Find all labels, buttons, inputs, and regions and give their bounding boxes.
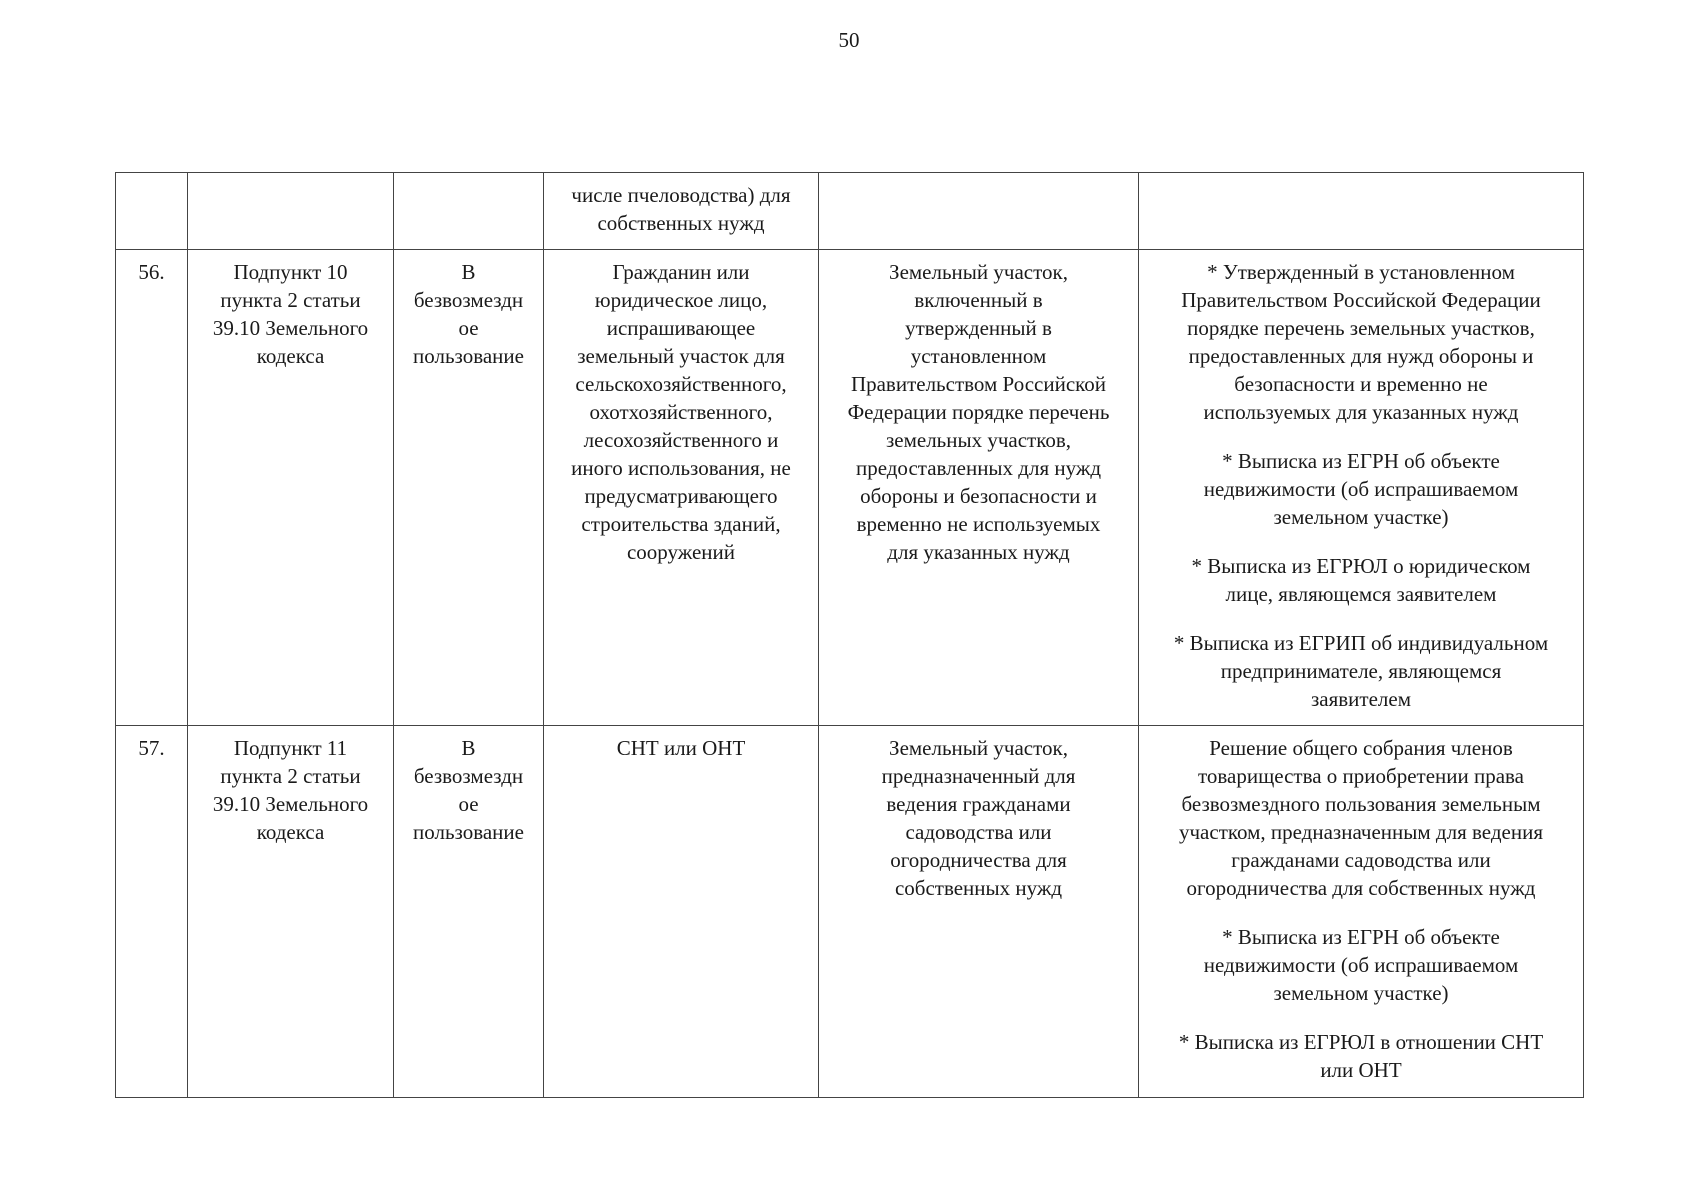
document-item: [1145, 629, 1577, 713]
row-number: 57.: [138, 736, 165, 760]
cell-line: земельном участке): [1273, 981, 1449, 1005]
cell-line: предусматривающего: [584, 484, 778, 508]
cell-applicant: [544, 250, 819, 726]
cell-line: 39.10 Земельного: [212, 316, 369, 340]
cell-number: [116, 173, 188, 250]
cell-line: участком, предназначенным для ведения: [1178, 820, 1543, 844]
cell-line: Гражданин или: [612, 260, 750, 284]
cell-legal-basis: [188, 173, 394, 250]
cell-line: обороны и безопасности и: [860, 484, 1097, 508]
cell-line: предоставленных для нужд обороны и: [1188, 344, 1534, 368]
cell-line: собственных нужд: [597, 211, 765, 235]
cell-line: строительства зданий,: [581, 512, 781, 536]
cell-line: земельном участке): [1273, 505, 1449, 529]
page-number: 50: [838, 28, 860, 52]
cell-line: Правительством Российской Федерации: [1181, 288, 1541, 312]
cell-line: собственных нужд: [894, 876, 1063, 900]
cell-legal-basis: [188, 250, 394, 726]
cell-line: или ОНТ: [1320, 1058, 1402, 1082]
cell-line: числе пчеловодства) для: [571, 183, 791, 207]
cell-line: испрашивающее: [606, 316, 756, 340]
cell-right-type: [394, 726, 544, 1098]
cell-line: безвозмездного пользования земельным: [1181, 792, 1541, 816]
cell-line: В: [461, 260, 476, 284]
cell-line: используемых для указанных нужд: [1203, 400, 1519, 424]
cell-legal-basis: [188, 726, 394, 1098]
cell-line: Подпункт 11: [233, 736, 348, 760]
cell-documents: [1139, 173, 1584, 250]
cell-line: товарищества о приобретении права: [1197, 764, 1525, 788]
cell-land-plot: [819, 726, 1139, 1098]
cell-line: безвозмездн: [413, 288, 524, 312]
cell-line: недвижимости (об испрашиваемом: [1203, 953, 1519, 977]
document-item: [1145, 1028, 1577, 1084]
cell-line: ведения гражданами: [886, 792, 1071, 816]
cell-line: предпринимателе, являющемся: [1220, 659, 1502, 683]
cell-line: * Выписка из ЕГРН об объекте: [1222, 925, 1500, 949]
cell-land-plot: [819, 173, 1139, 250]
cell-line: лице, являющемся заявителем: [1225, 582, 1497, 606]
cell-right-type: [394, 250, 544, 726]
document-item: [1145, 923, 1577, 1007]
table-row: [116, 173, 1584, 250]
cell-line: предоставленных для нужд: [855, 456, 1102, 480]
cell-line: * Выписка из ЕГРН об объекте: [1222, 449, 1500, 473]
cell-line: Правительством Российской: [850, 372, 1107, 396]
cell-land-plot: [819, 250, 1139, 726]
cell-line: временно не используемых: [856, 512, 1101, 536]
cell-documents: [1139, 726, 1584, 1098]
cell-line: установленном: [910, 344, 1047, 368]
cell-line: кодекса: [256, 820, 325, 844]
document-item: [1145, 447, 1577, 531]
cell-line: пункта 2 статьи: [220, 288, 361, 312]
row-number: 56.: [138, 260, 165, 284]
table-row: [116, 726, 1584, 1098]
requirements-table: [115, 172, 1584, 1098]
cell-line: садоводства или: [905, 820, 1052, 844]
cell-number: [116, 726, 188, 1098]
table-row: [116, 250, 1584, 726]
cell-right-type: [394, 173, 544, 250]
cell-line: Подпункт 10: [233, 260, 348, 284]
cell-line: недвижимости (об испрашиваемом: [1203, 477, 1519, 501]
cell-line: земельных участков,: [885, 428, 1072, 452]
cell-line: сельскохозяйственного,: [575, 372, 787, 396]
cell-applicant: [544, 173, 819, 250]
cell-line: охотхозяйственного,: [589, 400, 773, 424]
table-body: [116, 173, 1584, 1098]
cell-line: СНТ или ОНТ: [616, 736, 746, 760]
cell-number: [116, 250, 188, 726]
cell-line: гражданами садоводства или: [1231, 848, 1491, 872]
cell-line: Земельный участок,: [889, 736, 1068, 760]
cell-line: для указанных нужд: [887, 540, 1070, 564]
cell-line: кодекса: [256, 344, 325, 368]
document-item: [1145, 734, 1577, 902]
cell-line: огородничества для: [890, 848, 1067, 872]
cell-line: 39.10 Земельного: [212, 792, 369, 816]
cell-line: пункта 2 статьи: [220, 764, 361, 788]
cell-line: ое: [458, 316, 479, 340]
cell-line: утвержденный в: [905, 316, 1052, 340]
cell-line: В: [461, 736, 476, 760]
cell-line: огородничества для собственных нужд: [1186, 876, 1536, 900]
cell-line: безопасности и временно не: [1234, 372, 1488, 396]
cell-line: * Выписка из ЕГРИП об индивидуальном: [1173, 631, 1549, 655]
cell-applicant: [544, 726, 819, 1098]
cell-line: Земельный участок,: [889, 260, 1068, 284]
cell-line: сооружений: [626, 540, 736, 564]
cell-line: земельный участок для: [577, 344, 785, 368]
cell-line: лесохозяйственного и: [583, 428, 779, 452]
cell-line: порядке перечень земельных участков,: [1187, 316, 1535, 340]
cell-line: ое: [458, 792, 479, 816]
cell-line: предназначенный для: [881, 764, 1076, 788]
cell-line: * Утвержденный в установленном: [1207, 260, 1515, 284]
cell-line: безвозмездн: [413, 764, 524, 788]
cell-line: Решение общего собрания членов: [1209, 736, 1513, 760]
cell-line: иного использования, не: [571, 456, 791, 480]
cell-line: включенный в: [914, 288, 1043, 312]
cell-line: * Выписка из ЕГРЮЛ в отношении СНТ: [1178, 1030, 1544, 1054]
document-item: [1145, 552, 1577, 608]
cell-line: пользование: [413, 820, 524, 844]
cell-line: пользование: [413, 344, 524, 368]
cell-line: заявителем: [1310, 687, 1412, 711]
cell-line: Федерации порядке перечень: [847, 400, 1110, 424]
cell-line: юридическое лицо,: [594, 288, 768, 312]
cell-line: * Выписка из ЕГРЮЛ о юридическом: [1191, 554, 1531, 578]
cell-documents: [1139, 250, 1584, 726]
document-item: [1145, 258, 1577, 426]
